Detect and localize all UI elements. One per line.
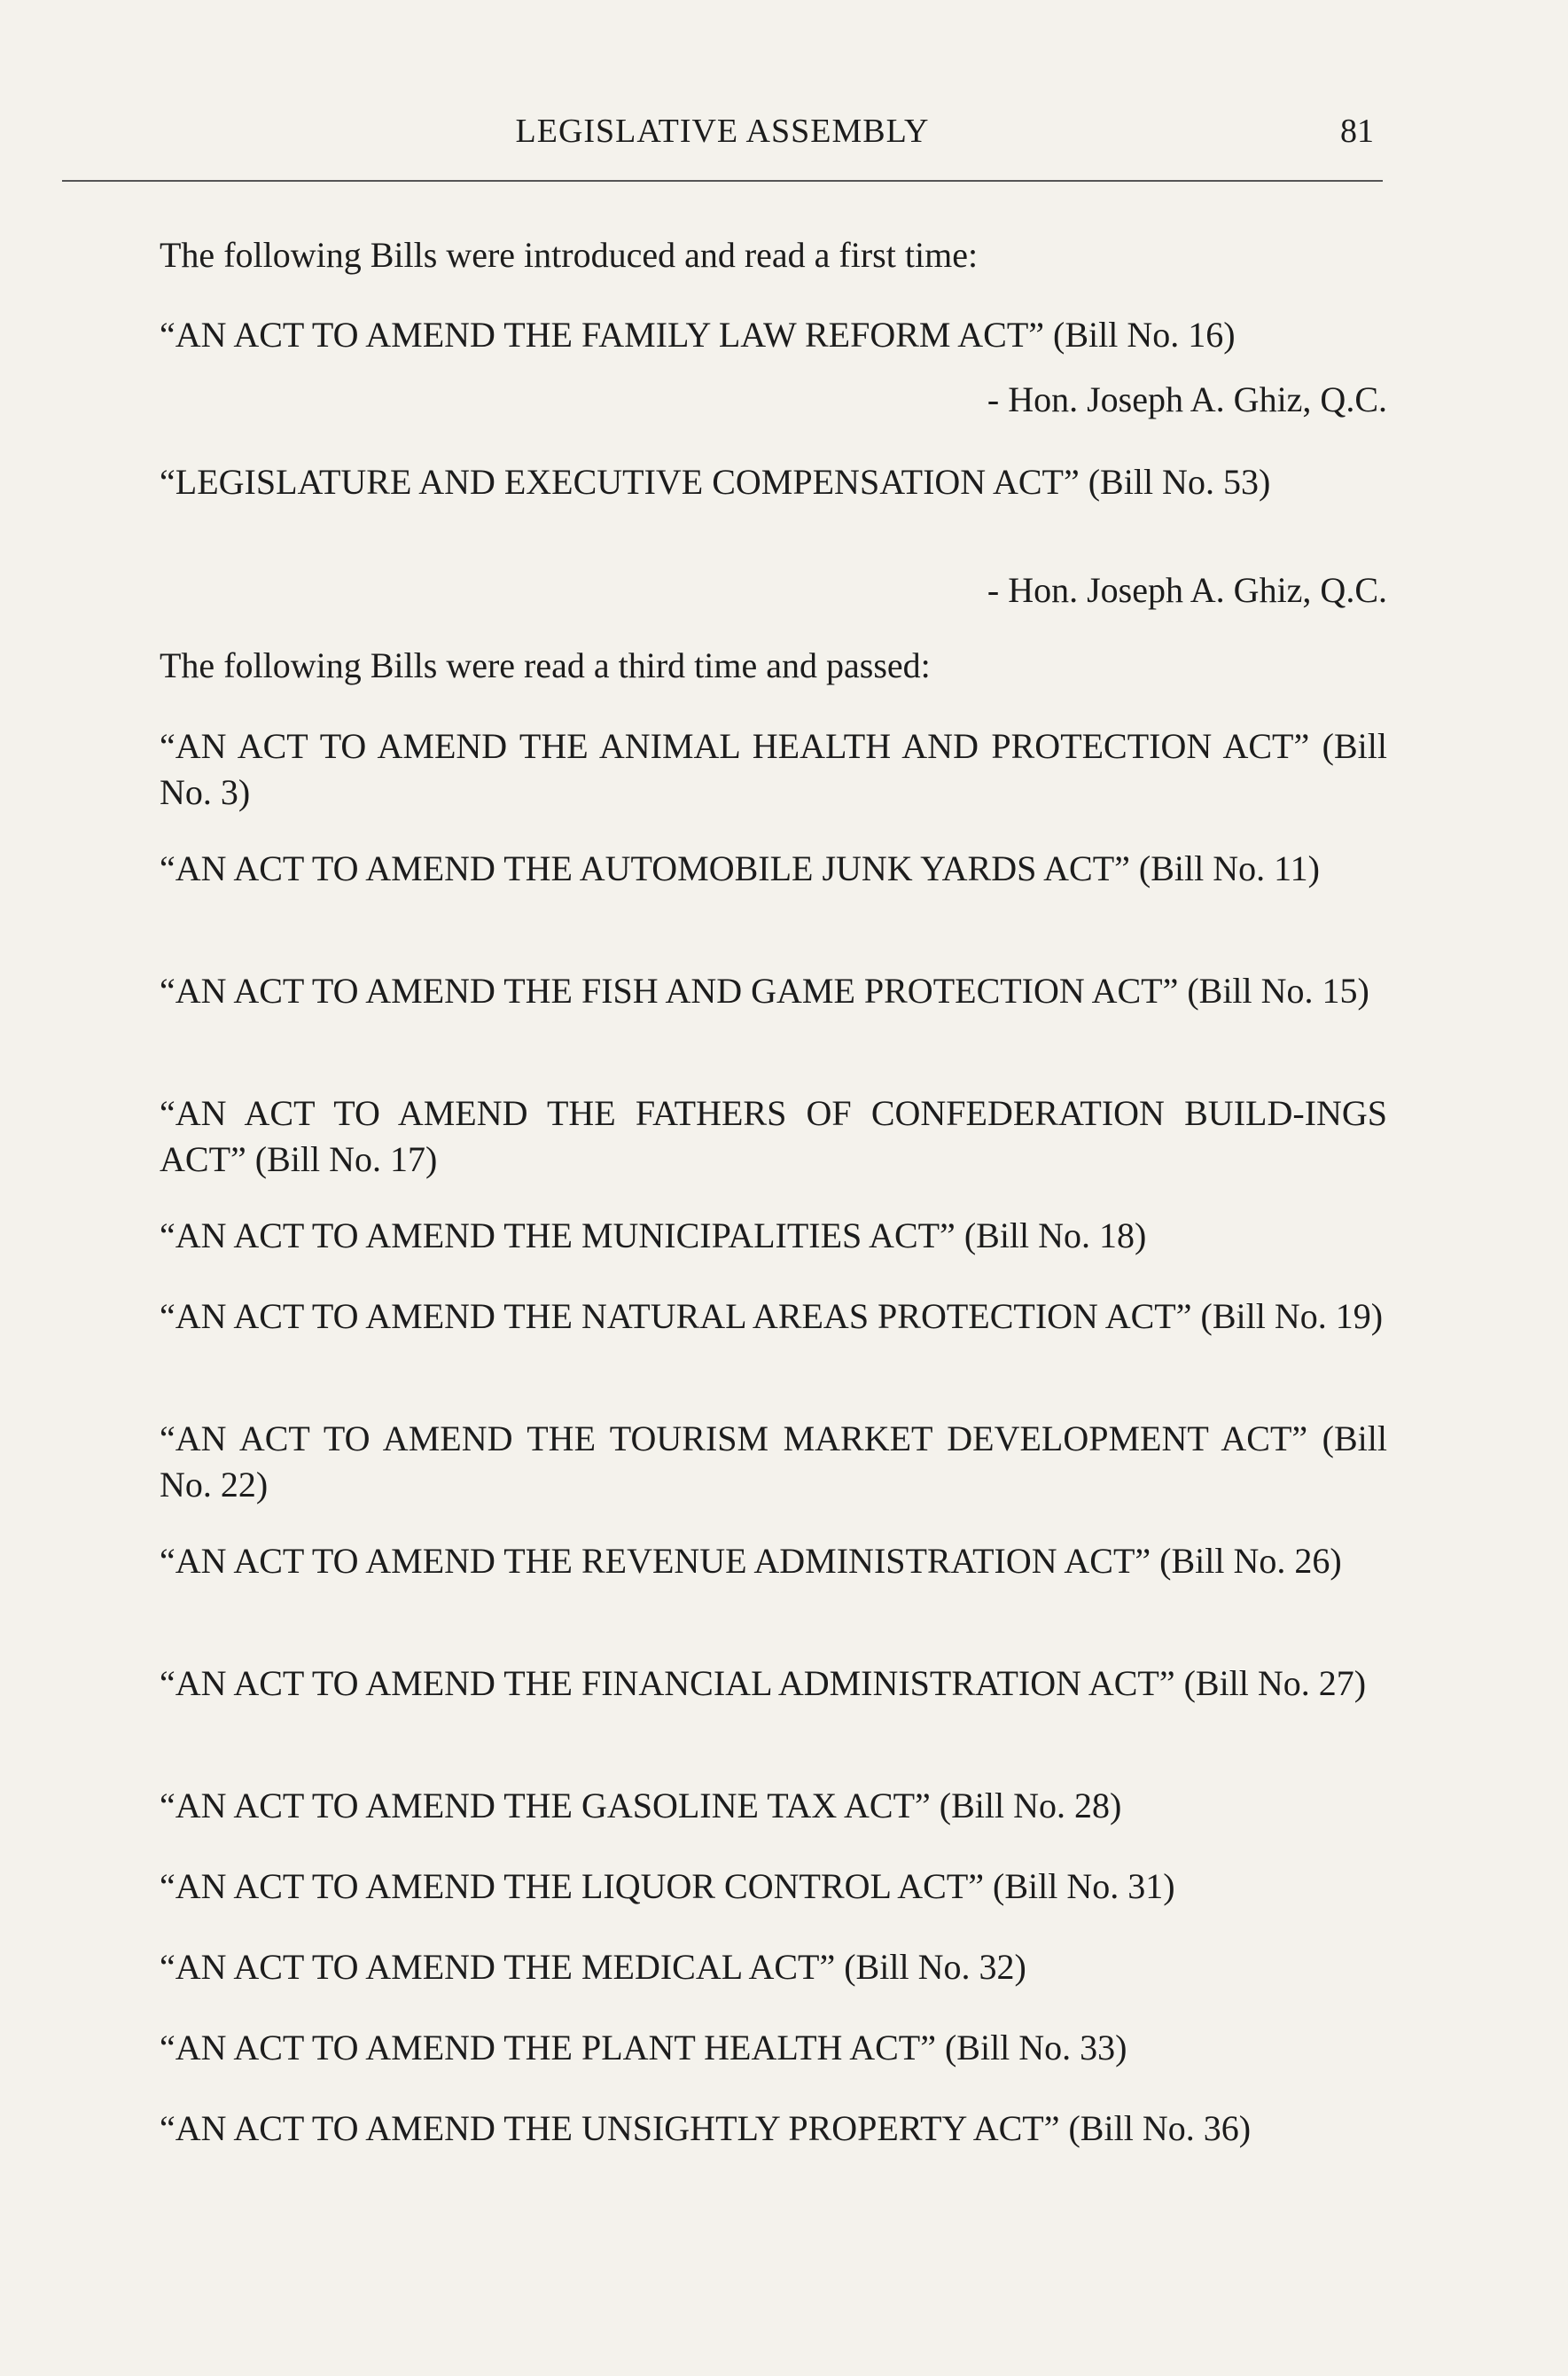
third-reading-bill: “AN ACT TO AMEND THE TOURISM MARKET DEVELOPMENT ACT” (Bill No. 22)	[160, 1419, 1387, 1505]
first-reading-bill: “AN ACT TO AMEND THE FAMILY LAW REFORM ACT” (Bill No. 16)	[160, 315, 1236, 355]
third-reading-bill: “AN ACT TO AMEND THE LIQUOR CONTROL ACT” (Bill No. 31)	[160, 1866, 1175, 1906]
bill-sponsor: - Hon. Joseph A. Ghiz, Q.C.	[987, 379, 1387, 419]
page-number: 81	[1340, 113, 1374, 150]
third-reading-bill: “AN ACT TO AMEND THE FINANCIAL ADMINISTRATION ACT” (Bill No. 27)	[160, 1663, 1367, 1703]
running-header	[62, 105, 1383, 158]
third-reading-bill: “AN ACT TO AMEND THE ANIMAL HEALTH AND PROTECTION ACT” (Bill No. 3)	[160, 726, 1387, 812]
header-title: LEGISLATIVE ASSEMBLY	[515, 113, 930, 150]
third-reading-bill: “AN ACT TO AMEND THE UNSIGHTLY PROPERTY ACT” (Bill No. 36)	[160, 2108, 1252, 2148]
bill-sponsor: - Hon. Joseph A. Ghiz, Q.C.	[987, 570, 1387, 610]
third-reading-bill: “AN ACT TO AMEND THE MEDICAL ACT” (Bill No. 32)	[160, 1947, 1026, 1987]
third-reading-bill: “AN ACT TO AMEND THE MUNICIPALITIES ACT” (Bill No. 18)	[160, 1215, 1147, 1255]
third-reading-bill: “AN ACT TO AMEND THE NATURAL AREAS PROTECTION ACT” (Bill No. 19)	[160, 1296, 1384, 1336]
third-reading-bill: “AN ACT TO AMEND THE AUTOMOBILE JUNK YARDS ACT” (Bill No. 11)	[160, 848, 1320, 888]
third-reading-intro: The following Bills were read a third time and passed:	[160, 645, 931, 685]
third-reading-bill: “AN ACT TO AMEND THE PLANT HEALTH ACT” (Bill No. 33)	[160, 2028, 1127, 2067]
third-reading-bill: “AN ACT TO AMEND THE GASOLINE TAX ACT” (Bill No. 28)	[160, 1786, 1122, 1825]
third-reading-bill: “AN ACT TO AMEND THE FATHERS OF CONFEDERATION BUILD-INGS ACT” (Bill No. 17)	[160, 1093, 1387, 1179]
header-rule	[62, 180, 1383, 182]
first-reading-intro: The following Bills were introduced and read a first time:	[160, 235, 979, 275]
third-reading-bill: “AN ACT TO AMEND THE FISH AND GAME PROTECTION ACT” (Bill No. 15)	[160, 971, 1369, 1011]
third-reading-bill: “AN ACT TO AMEND THE REVENUE ADMINISTRATION ACT” (Bill No. 26)	[160, 1541, 1342, 1581]
first-reading-bill: “LEGISLATURE AND EXECUTIVE COMPENSATION ACT” (Bill No. 53)	[160, 462, 1271, 502]
